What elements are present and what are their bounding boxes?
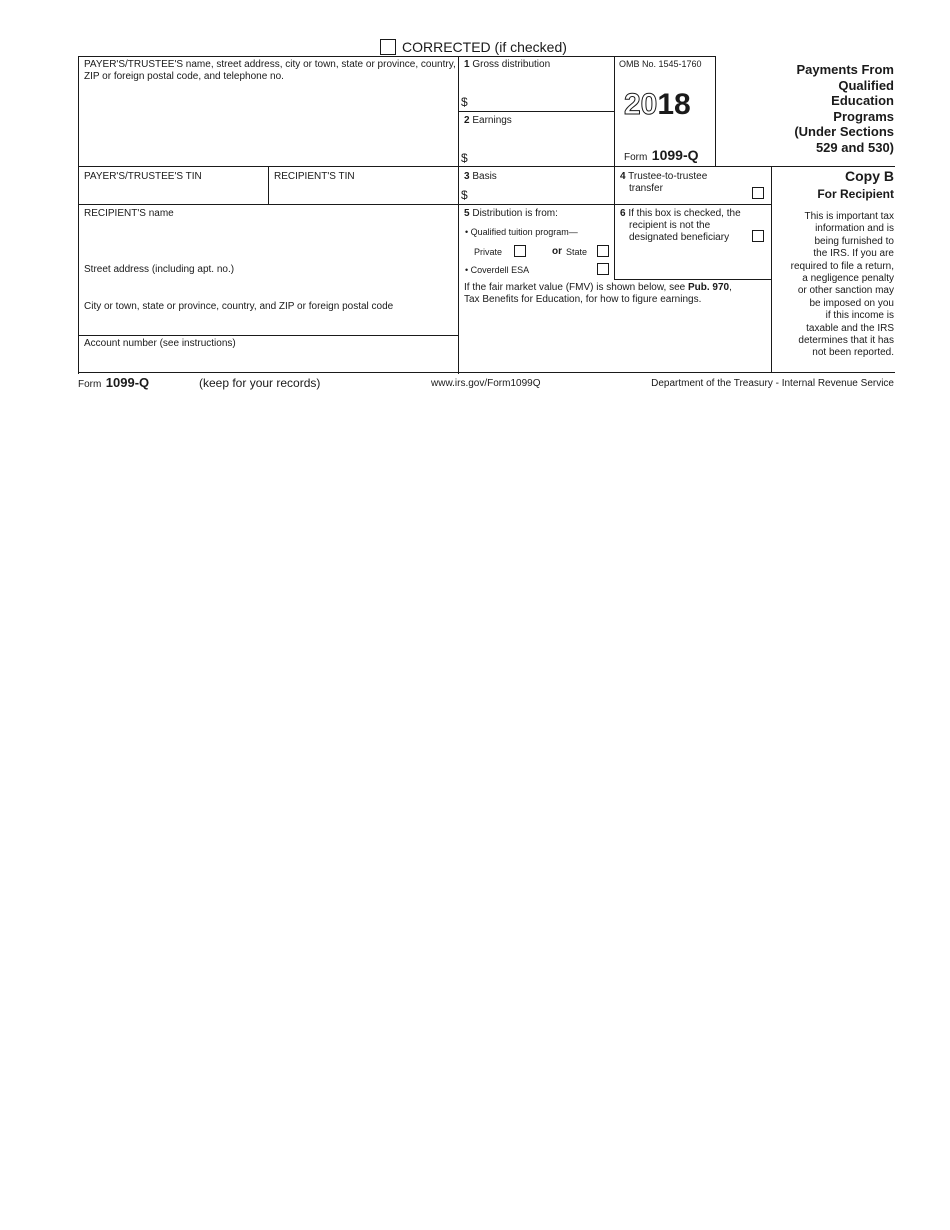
box2-label: 2 Earnings — [464, 115, 512, 126]
notice-line: being furnished to — [814, 235, 894, 247]
corrected-checkbox[interactable] — [380, 39, 396, 55]
corrected-label: CORRECTED (if checked) — [402, 39, 567, 55]
notice-line: determines that it has — [798, 335, 894, 347]
box6-checkbox[interactable] — [752, 230, 764, 242]
notice-line: a negligence penalty — [802, 273, 894, 285]
street-address-label: Street address (including apt. no.) — [84, 264, 235, 275]
box1-field[interactable] — [474, 96, 610, 109]
copy-subtitle: For Recipient — [817, 187, 894, 201]
recipient-tin-field[interactable] — [274, 184, 454, 202]
city-label: City or town, state or province, country, and ZIP or foreign postal code — [84, 301, 394, 312]
box2-field[interactable] — [474, 152, 610, 165]
notice-line: the IRS. If you are — [813, 248, 894, 260]
form-id: Form 1099-Q — [624, 147, 699, 163]
form-title: Payments From Qualified Education Programs (Under Sections 529 and 530) — [794, 62, 894, 155]
account-number-label: Account number (see instructions) — [84, 338, 236, 349]
box4-checkbox[interactable] — [752, 187, 764, 199]
payer-tin-field[interactable] — [84, 184, 264, 202]
notice-line: or other sanction may — [797, 285, 894, 297]
notice-line: This is important tax — [804, 211, 894, 222]
recipient-name-field[interactable] — [84, 222, 454, 262]
recipient-name-label: RECIPIENT'S name — [84, 208, 174, 219]
box6-label: 6 If this box is checked, the recipient is not the designated beneficiary — [620, 208, 741, 243]
recipient-tin-label: RECIPIENT'S TIN — [274, 171, 355, 182]
box1-label: 1 Gross distribution — [464, 59, 551, 70]
account-number-field[interactable] — [84, 352, 454, 370]
notice-line: information and is — [815, 223, 894, 235]
important-notice — [775, 211, 894, 360]
fmv-note: If the fair market value (FMV) is shown below, see Pub. 970, Tax Benefits for Education, for how to figure earnings. — [464, 282, 732, 305]
payer-field[interactable] — [84, 86, 454, 162]
box3-label: 3 Basis — [464, 171, 497, 182]
payer-label: PAYER'S/TRUSTEE'S name, street address, city or town, state or province, country, ZIP or foreign postal code, and telephone no. — [84, 59, 456, 82]
footer-dept: Department of the Treasury - Internal Revenue Service — [651, 378, 894, 389]
box3-field[interactable] — [474, 189, 610, 202]
footer-url: www.irs.gov/Form1099Q — [431, 378, 541, 389]
box5-or-label: or — [552, 246, 562, 257]
box5-coverdell-checkbox[interactable] — [597, 263, 609, 275]
box5-private-checkbox[interactable] — [514, 245, 526, 257]
box5-state-label: State — [566, 247, 588, 257]
box5-private-label: Private — [474, 247, 503, 257]
box5-coverdell-label: • Coverdell ESA — [465, 265, 530, 275]
notice-line: taxable and the IRS — [806, 322, 894, 334]
tax-year: 2018 — [624, 88, 691, 121]
box1-currency: $ — [461, 95, 468, 109]
box5-qtp-label: • Qualified tuition program— — [465, 227, 578, 237]
omb-number: OMB No. 1545-1760 — [619, 59, 702, 69]
city-field[interactable] — [84, 315, 454, 333]
box5-label: 5 Distribution is from: — [464, 208, 558, 219]
footer-keep: (keep for your records) — [199, 376, 321, 390]
payer-tin-label: PAYER'S/TRUSTEE'S TIN — [84, 171, 202, 182]
box2-currency: $ — [461, 151, 468, 165]
notice-line: required to file a return, — [790, 260, 894, 272]
copy-title: Copy B — [845, 168, 894, 184]
notice-line: if this income is — [825, 310, 894, 322]
notice-line: be imposed on you — [809, 297, 894, 309]
box3-currency: $ — [461, 188, 468, 202]
box4-label: 4 Trustee-to-trustee transfer — [620, 171, 708, 194]
box5-state-checkbox[interactable] — [597, 245, 609, 257]
street-address-field[interactable] — [84, 278, 454, 298]
notice-line: not been reported. — [812, 347, 894, 359]
footer-form-id: Form 1099-Q — [78, 375, 150, 390]
